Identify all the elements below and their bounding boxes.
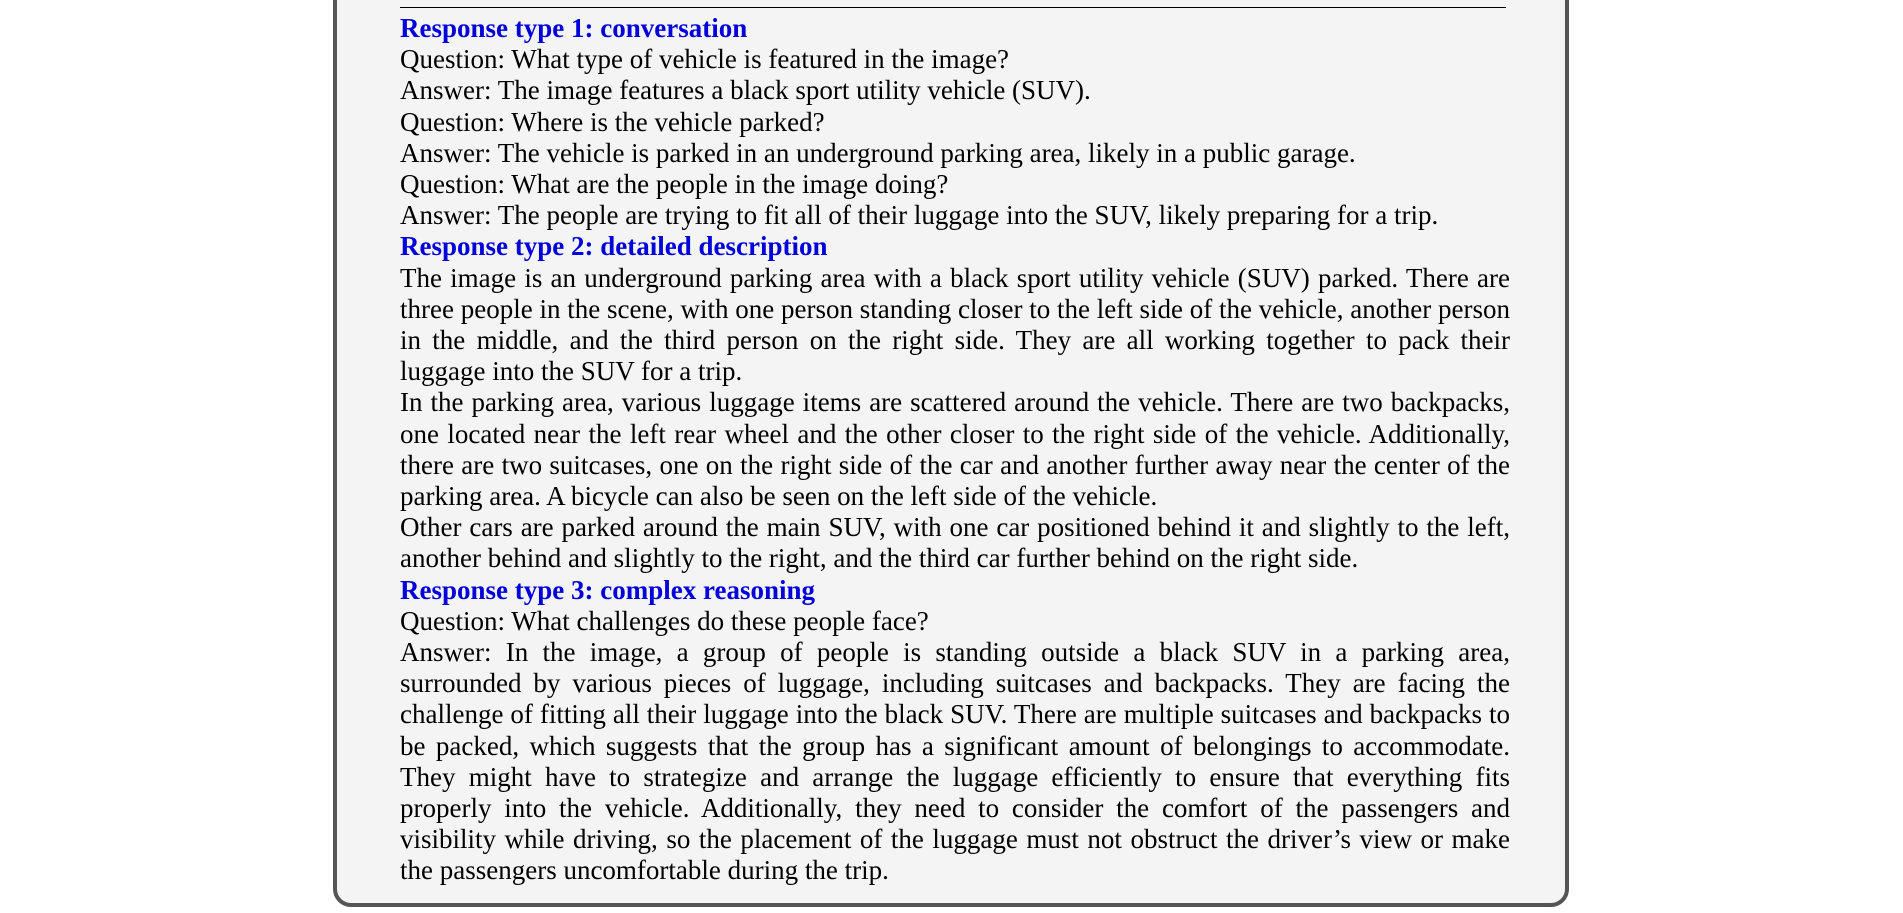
conversation-answer-1: Answer: The image features a black sport utility vehicle (SUV).	[400, 75, 1091, 106]
response-examples	[400, 13, 1510, 887]
description-paragraph-3: Other cars are parked around the main SUV, with one car positioned behind it and slightly to the left, another behind and slightly to the right, and the third car further behind on the right side.	[400, 512, 1510, 574]
reasoning-question: Question: What challenges do these people face?	[400, 605, 929, 636]
description-paragraph-1: The image is an underground parking area with a black sport utility vehicle (SUV) parked. There are three people in the scene, with one person standing closer to the left side of the vehicle, another person in the middle, and the third person on the right side. They are all working together to pack their luggage into the SUV for a trip.	[400, 262, 1510, 387]
complex-reasoning-heading: Response type 3: complex reasoning	[400, 574, 815, 605]
conversation-heading: Response type 1: conversation	[400, 13, 748, 43]
reasoning-answer: Answer: In the image, a group of people is standing outside a black SUV in a parking area, surrounded by various pieces of luggage, including suitcases and backpacks. They are facing the challenge of fitting all their luggage into the black SUV. There are multiple suitcases and backpacks to be packed, which suggests that the group has a significant amount of belongings to accommodate. They might have to strategize and arrange the luggage efficiently to ensure that everything fits properly into the vehicle. Additionally, they need to consider the comfort of the passengers and visibility while driving, so the placement of the luggage must not obstruct the driver’s view or make the passengers uncomfortable during the trip.	[400, 637, 1510, 886]
conversation-answer-2: Answer: The vehicle is parked in an underground parking area, likely in a public garage.	[400, 137, 1356, 168]
conversation-answer-3: Answer: The people are trying to fit all of their luggage into the SUV, likely preparing for a trip.	[400, 200, 1439, 231]
conversation-question-2: Question: Where is the vehicle parked?	[400, 106, 825, 137]
conversation-question-1: Question: What type of vehicle is featured in the image?	[400, 44, 1010, 75]
detailed-description-heading: Response type 2: detailed description	[400, 231, 828, 262]
header-rule	[400, 7, 1506, 8]
description-paragraph-2: In the parking area, various luggage items are scattered around the vehicle. There are two backpacks, one located near the left rear wheel and the other closer to the right side of the vehicle. Additionally, there are two suitcases, one on the right side of the car and another further away near the center of the parking area. A bicycle can also be seen on the left side of the vehicle.	[400, 387, 1510, 512]
conversation-question-3: Question: What are the people in the image doing?	[400, 169, 949, 200]
